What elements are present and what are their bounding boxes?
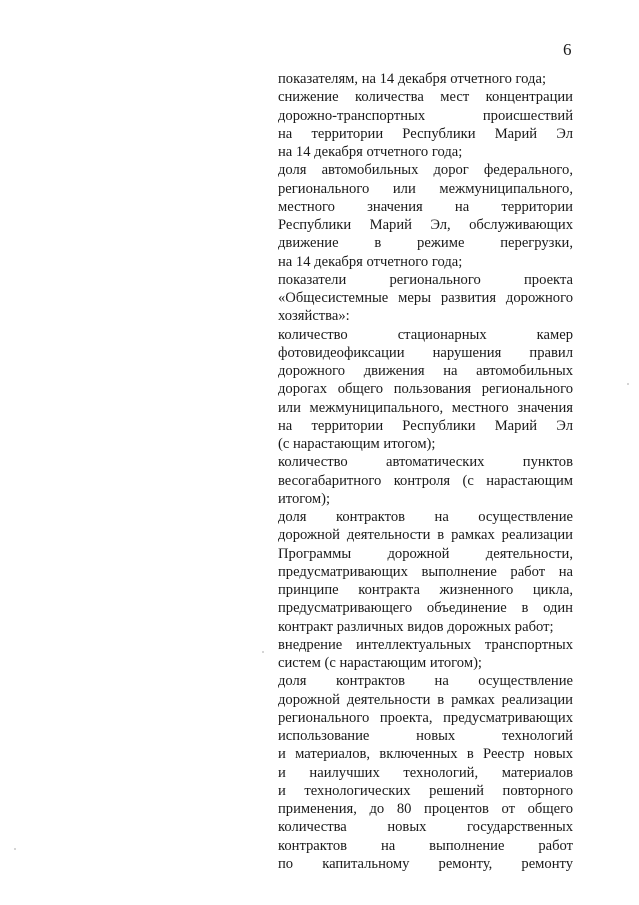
text-line: дорожной деятельности в рамках реализации	[278, 691, 573, 708]
text-line: и наилучших технологий, материалов	[278, 764, 573, 781]
text-line: систем (с нарастающим итогом);	[278, 655, 482, 671]
text-line: количество автоматических пунктов	[278, 454, 573, 471]
text-line: доля автомобильных дорог федерального,	[278, 162, 573, 179]
text-line: на территории Республики Марий Эл	[278, 417, 573, 434]
text-line: внедрение интеллектуальных транспортных	[278, 636, 573, 653]
text-line: доля контрактов на осуществление	[278, 509, 573, 525]
scan-speck	[262, 651, 264, 653]
text-line: и материалов, включенных в Реестр новых	[278, 746, 573, 763]
scan-speck	[627, 383, 629, 385]
text-line: применения, до 80 процентов от общего	[278, 801, 573, 817]
text-line: контрактов на выполнение работ	[278, 837, 573, 854]
page-number: 6	[563, 40, 572, 59]
text-line: регионального проекта, предусматривающих	[278, 709, 573, 726]
text-line: контракт различных видов дорожных работ;	[278, 618, 554, 635]
text-line: дорожной деятельности в рамках реализации	[278, 527, 573, 544]
text-line: фотовидеофиксации нарушения правил	[278, 344, 573, 361]
text-line: Республики Марий Эл, обслуживающих	[278, 217, 573, 233]
text-line: доля контрактов на осуществление	[278, 673, 573, 690]
text-line: на территории Республики Марий Эл	[278, 125, 573, 142]
text-line: Программы дорожной деятельности,	[278, 545, 573, 562]
text-line: снижение количества мест концентрации	[278, 89, 573, 106]
text-line: или межмуниципального, местного значения	[278, 399, 573, 416]
text-line: дорогах общего пользования регионального	[278, 381, 573, 398]
text-line: количества новых государственных	[278, 819, 573, 836]
body-text-column	[278, 70, 573, 873]
text-line: предусматривающих выполнение работ на	[278, 563, 573, 580]
text-line: показателям, на 14 декабря отчетного года;	[278, 71, 547, 87]
text-line: на 14 декабря отчетного года;	[278, 144, 463, 160]
text-line: показатели регионального проекта	[278, 271, 573, 288]
text-line: дорожного движения на автомобильных	[278, 363, 573, 379]
text-line: дорожно-транспортных происшествий	[278, 107, 573, 124]
text-line: местного значения на территории	[278, 198, 573, 215]
text-line: по капитальному ремонту, ремонту	[278, 855, 573, 872]
text-line: на 14 декабря отчетного года;	[278, 253, 463, 270]
text-line: предусматривающего объединение в один	[278, 600, 573, 617]
text-line: количество стационарных камер	[278, 326, 573, 343]
text-line: «Общесистемные меры развития дорожного	[278, 290, 573, 306]
text-line: весогабаритного контроля (с нарастающим	[278, 472, 573, 489]
text-line: принципе контракта жизненного цикла,	[278, 582, 573, 598]
text-line: движение в режиме перегрузки,	[278, 235, 573, 252]
text-line: и технологических решений повторного	[278, 782, 573, 799]
text-line: регионального или межмуниципального,	[278, 180, 573, 197]
text-line: (с нарастающим итогом);	[278, 436, 436, 452]
text-line: использование новых технологий	[278, 728, 573, 744]
text-line: итогом);	[278, 490, 331, 507]
text-line: хозяйства»:	[278, 308, 350, 325]
scan-speck	[14, 848, 16, 850]
